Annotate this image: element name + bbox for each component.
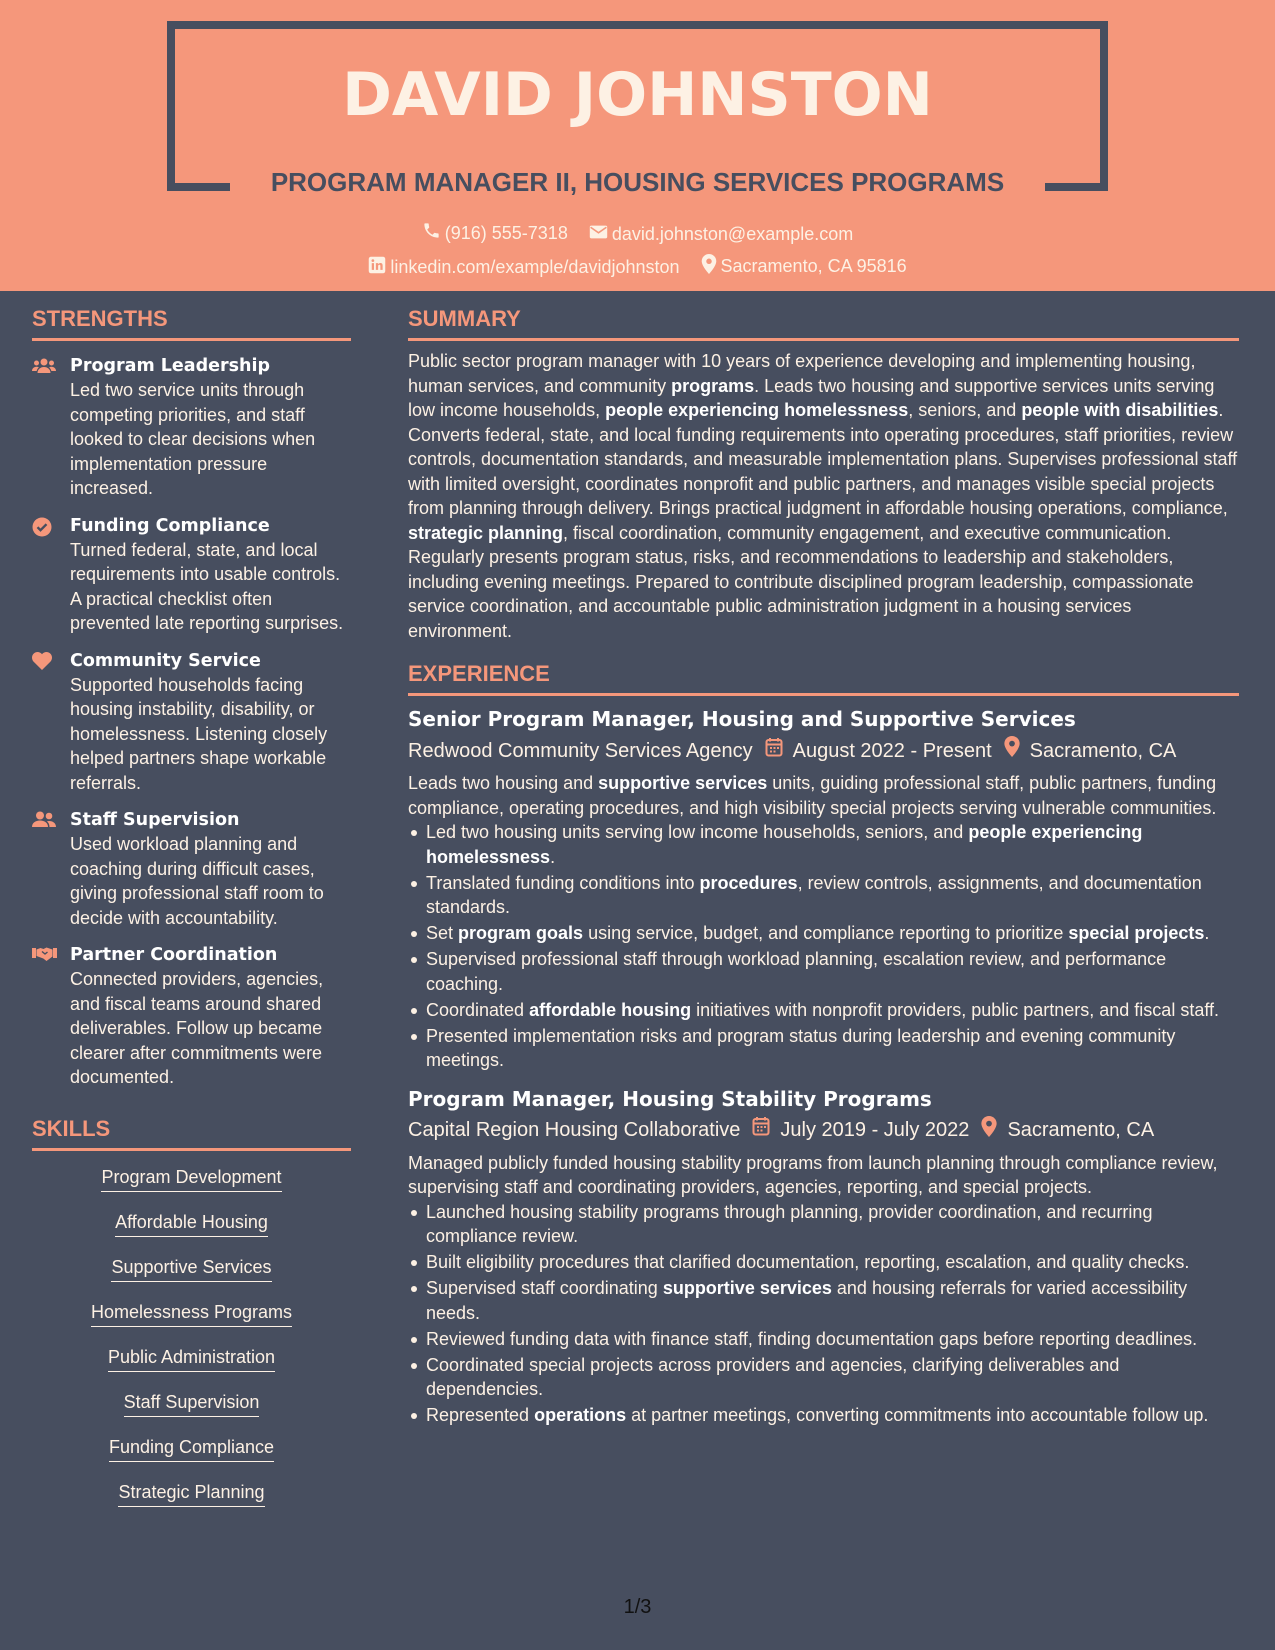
- left-column: [32, 304, 351, 1525]
- job-dates: July 2019 - July 2022: [780, 1119, 970, 1141]
- resume-header: [0, 0, 1275, 291]
- job-bullets: [408, 820, 1239, 1073]
- strength-title: Partner Coordination: [70, 945, 278, 965]
- bullet-item: Translated funding conditions into procedures, review controls, assignments, and documentation standards.: [408, 871, 1239, 920]
- skill-tag: Program Development: [101, 1165, 281, 1192]
- strength-title: Staff Supervision: [70, 810, 240, 830]
- location-contact: [701, 254, 907, 279]
- strength-item: [32, 943, 351, 1090]
- strength-title: Community Service: [70, 650, 261, 671]
- company-name: Redwood Community Services Agency: [408, 739, 753, 762]
- page-number: 1/3: [623, 1596, 652, 1618]
- job-title: Senior Program Manager, Housing and Supportive Services: [408, 707, 1076, 731]
- job-location: Sacramento, CA: [1029, 739, 1177, 762]
- bullet-item: Reviewed funding data with finance staff, finding documentation gaps before reporting deadlines.: [408, 1327, 1239, 1352]
- strength-title: Program Leadership: [70, 356, 271, 376]
- strength-item: [32, 649, 351, 796]
- skill-tag: Homelessness Programs: [91, 1300, 292, 1327]
- bullet-item: Built eligibility procedures that clarified documentation, reporting, escalation, and quality checks.: [408, 1250, 1239, 1275]
- job-meta: [408, 736, 1239, 765]
- envelope-icon: [589, 224, 612, 245]
- strengths-heading: STRENGTHS: [32, 304, 351, 341]
- phone-icon: [422, 221, 445, 245]
- bullet-item: Coordinated special projects across providers and agencies, clarifying deliverables and dependencies.: [408, 1353, 1239, 1402]
- job-location: Sacramento, CA: [1007, 1119, 1155, 1141]
- bullet-item: Presented implementation risks and program status during leadership and evening community meetings.: [408, 1024, 1239, 1073]
- skill-tag: Public Administration: [108, 1345, 275, 1372]
- map-pin-icon: [1004, 736, 1030, 765]
- calendar-icon: [765, 737, 793, 765]
- calendar-icon: [752, 1116, 780, 1144]
- job-entry: [408, 1086, 1239, 1428]
- skill-tag: Funding Compliance: [109, 1435, 274, 1462]
- bullet-item: Launched housing stability programs through planning, provider coordination, and recurring compliance review.: [408, 1200, 1239, 1249]
- skill-tag: Supportive Services: [111, 1255, 271, 1282]
- email-text: david.johnston@example.com: [611, 224, 854, 244]
- skill-tag: Strategic Planning: [118, 1480, 264, 1507]
- heart-icon: [32, 649, 70, 796]
- phone-contact[interactable]: [422, 221, 568, 245]
- job-dates: August 2022 - Present: [792, 739, 992, 762]
- company-name: Capital Region Housing Collaborative: [408, 1119, 741, 1141]
- phone-text: (916) 555-7318: [444, 222, 568, 243]
- bullet-item: Set program goals using service, budget, and compliance reporting to prioritize special projects.: [408, 921, 1239, 946]
- job-meta: [408, 1116, 1239, 1145]
- skills-heading: SKILLS: [32, 1114, 351, 1151]
- strength-description: Turned federal, state, and local requirements into usable controls. A practical checklist often prevented late reporting surprises.: [70, 539, 344, 633]
- experience-heading: EXPERIENCE: [408, 659, 1239, 696]
- bullet-item: Supervised professional staff through workload planning, escalation review, and performance coaching.: [408, 947, 1239, 996]
- strength-item: [32, 808, 351, 930]
- strength-description: Connected providers, agencies, and fiscal teams around shared deliverables. Follow up became clearer after commitments were documented.: [70, 969, 324, 1087]
- check-circle-icon: [32, 514, 70, 636]
- job-bullets: [408, 1200, 1239, 1428]
- bullet-item: Led two housing units serving low income households, seniors, and people experiencing homelessness.: [408, 820, 1239, 869]
- strength-item: [32, 354, 351, 501]
- bullet-item: Represented operations at partner meetings, converting commitments into accountable follow up.: [408, 1403, 1239, 1428]
- strength-title: Funding Compliance: [70, 515, 270, 536]
- strength-description: Supported households facing housing instability, disability, or homelessness. Listening closely helped partners shape workable referrals.: [70, 674, 328, 793]
- contact-row-2: [0, 254, 1275, 279]
- map-pin-icon: [701, 254, 721, 279]
- linkedin-icon: [368, 256, 390, 279]
- user-group-icon: [32, 808, 70, 930]
- candidate-title: PROGRAM MANAGER II, HOUSING SERVICES PROGRAMS: [270, 167, 1005, 197]
- bullet-item: Supervised staff coordinating supportive services and housing referrals for varied accessibility needs.: [408, 1276, 1239, 1325]
- skills-list: [32, 1165, 351, 1525]
- users-icon: [32, 354, 70, 501]
- bullet-item: Coordinated affordable housing initiatives with nonprofit providers, public partners, and fiscal staff.: [408, 998, 1239, 1023]
- map-pin-icon: [981, 1116, 1007, 1145]
- job-intro: Managed publicly funded housing stability programs from launch planning through compliance review, supervising staff and coordinating providers, agencies, reporting, and special projects.: [408, 1152, 1218, 1197]
- strength-description: Led two service units through competing priorities, and staff looked to clear decisions when implementation pressure increased.: [70, 380, 316, 498]
- job-entry: [408, 706, 1239, 1073]
- job-intro: Leads two housing and supportive services units, guiding professional staff, public partners, funding compliance, operating procedures, and high visibility special projects serving vulnerable communities.: [408, 773, 1217, 818]
- strength-item: [32, 514, 351, 636]
- job-title: Program Manager, Housing Stability Programs: [408, 1086, 932, 1111]
- summary-text: Public sector program manager with 10 years of experience developing and implementing housing, human services, and community programs. Leads two housing and supportive services units serving low income households, people experiencing homelessness, seniors, and people with disabilities. Converts federal, state, and local funding requirements into operating procedures, staff priorities, review controls, documentation standards, and measurable implementation plans. Supervises professional staff with limited oversight, coordinates nonprofit and public partners, and manages visible special projects from planning through delivery. Brings practical judgment in affordable housing operations, compliance, strategic planning, fiscal coordination, community engagement, and executive communication. Regularly presents program status, risks, and recommendations to leadership and stakeholders, including evening meetings. Prepared to contribute disciplined program leadership, compassionate service coordination, and accountable public administration judgment in a housing services environment.: [408, 351, 1238, 641]
- strength-description: Used workload planning and coaching during difficult cases, giving professional staff room to decide with accountability.: [70, 834, 324, 928]
- handshake-icon: [32, 943, 70, 1090]
- linkedin-contact[interactable]: [368, 256, 679, 279]
- skill-tag: Staff Supervision: [124, 1390, 260, 1417]
- summary-heading: SUMMARY: [408, 304, 1239, 341]
- candidate-name: DAVID JOHNSTON: [342, 60, 933, 130]
- skill-tag: Affordable Housing: [115, 1210, 268, 1237]
- right-column: [408, 304, 1239, 1429]
- location-text: Sacramento, CA 95816: [720, 256, 907, 276]
- email-contact[interactable]: [589, 224, 853, 245]
- linkedin-text: linkedin.com/example/davidjohnston: [390, 257, 680, 277]
- contact-row-1: [0, 221, 1275, 245]
